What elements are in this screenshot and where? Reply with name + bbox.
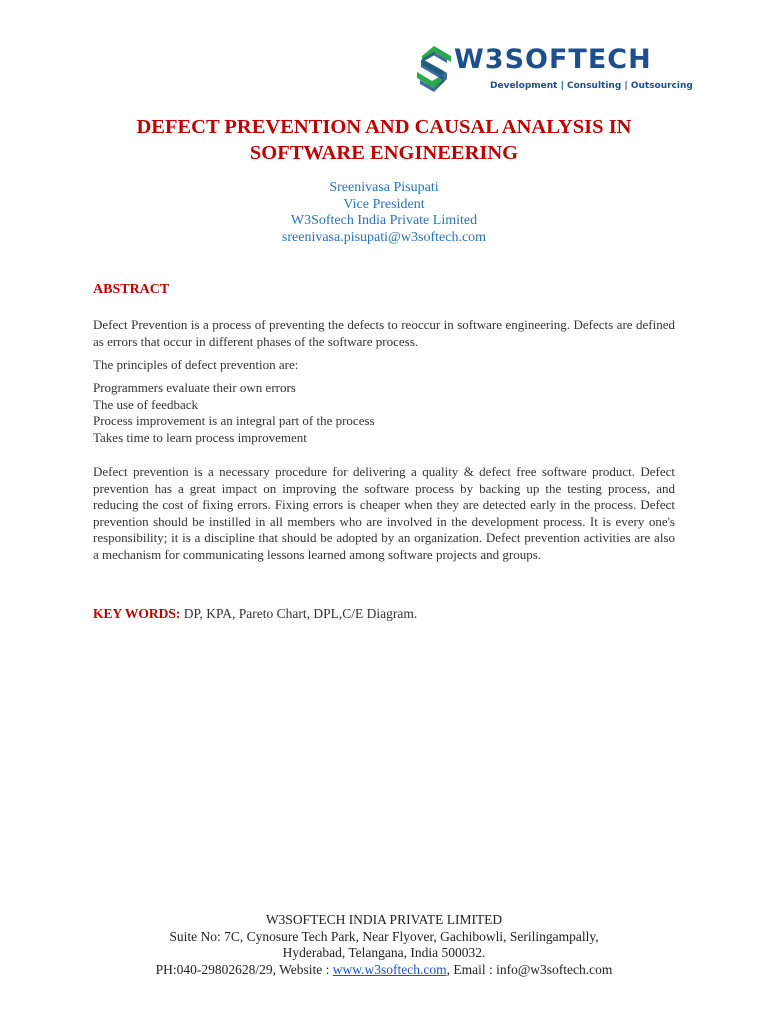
list-item: The use of feedback xyxy=(93,396,199,412)
abstract-heading: ABSTRACT xyxy=(93,282,170,297)
author-name: Sreenivasa Pisupati xyxy=(329,180,439,195)
author-email: sreenivasa.pisupati@w3softech.com xyxy=(281,229,487,245)
w3softech-logo-mark-icon xyxy=(414,44,454,94)
list-item: Takes time to learn process improvement xyxy=(93,429,307,445)
title-line-1: DEFECT PREVENTION AND CAUSAL ANALYSIS IN xyxy=(136,116,632,138)
footer-email: info@w3softech.com xyxy=(496,961,613,977)
keywords-label: KEY WORDS: xyxy=(93,606,181,621)
title-line-2: SOFTWARE ENGINEERING xyxy=(249,142,519,164)
company-logo xyxy=(414,42,724,98)
logo-tagline: Development | Consulting | Outsourcing xyxy=(490,81,693,91)
keywords-value: DP, KPA, Pareto Chart, DPL,C/E Diagram. xyxy=(183,606,418,621)
footer-contact-line xyxy=(0,962,768,979)
abstract-paragraph-3: Defect prevention is a necessary procedure for delivering a quality & defect free software product. Defect prevention has a great impact on improving the software process by backing up the testing process, and reducing the cost of fixing errors. Fixing errors is cheaper when they are detected early in the process. Defect prevention should be instilled in all members who are involved in the development process. It is every one's responsibility; it is a discipline that should be adopted by an organization. Defect prevention activities are also a mechanism for communicating lessons learned among software projects and groups. xyxy=(93,464,675,562)
footer-address-line-2: Hyderabad, Telangana, India 500032. xyxy=(282,945,486,960)
document-title xyxy=(0,114,768,166)
abstract-paragraph-1: Defect Prevention is a process of preventing the defects to reoccur in software engineering. Defects are defined as errors that occur in different phases of the software process. xyxy=(93,317,675,349)
list-item: Process improvement is an integral part of the process xyxy=(93,413,375,428)
footer xyxy=(0,912,768,978)
principles-list xyxy=(93,380,375,446)
author-position: Vice President xyxy=(343,196,425,212)
footer-phone: PH:040-29802628/29, Website : xyxy=(155,961,333,977)
logo-brand-text: W3SOFTECH xyxy=(454,44,652,75)
keywords xyxy=(93,606,417,622)
footer-website-link[interactable]: www.w3softech.com xyxy=(332,961,447,977)
author-block xyxy=(0,180,768,246)
list-item: Programmers evaluate their own errors xyxy=(93,380,296,395)
footer-company: W3SOFTECH INDIA PRIVATE LIMITED xyxy=(265,912,503,927)
abstract-paragraph-2: The principles of defect prevention are: xyxy=(93,357,299,372)
author-company: W3Softech India Private Limited xyxy=(290,213,478,228)
footer-address-line-1: Suite No: 7C, Cynosure Tech Park, Near Flyover, Gachibowli, Serilingampally, xyxy=(169,928,599,944)
footer-email-prefix: , Email : xyxy=(446,961,497,977)
